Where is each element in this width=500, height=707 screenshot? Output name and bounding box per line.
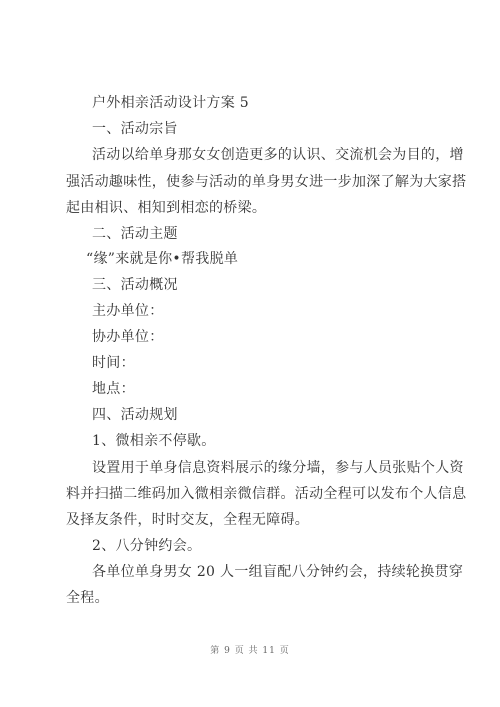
paragraph-line: 设置用于单身信息资料展示的缘分墙，参与人员张贴个人资 xyxy=(92,460,464,476)
paragraph-line: 各单位单身男女 20 人一组盲配八分钟约会，持续轮换贯穿 xyxy=(92,564,464,580)
time-label: 时间： xyxy=(92,355,135,371)
page-number-footer: 第 9 页 共 11 页 xyxy=(210,646,290,656)
subheading-1: 1、微相亲不停歇。 xyxy=(92,433,216,449)
paragraph-line: 起由相识、相知到相恋的桥梁。 xyxy=(66,200,267,216)
subheading-2: 2、八分钟约会。 xyxy=(92,538,202,554)
location-label: 地点： xyxy=(92,381,135,397)
paragraph-line: 及择友条件，时时交友，全程无障碍。 xyxy=(66,512,310,528)
paragraph-line: 活动以给单身那女女创造更多的认识、交流机会为目的，增 xyxy=(92,147,464,163)
paragraph-line: 全程。 xyxy=(66,590,109,606)
paragraph-line: 料并扫描二维码加入微相亲微信群。活动全程可以发布个人信息 xyxy=(66,486,467,502)
heading-2: 二、活动主题 xyxy=(92,226,178,242)
paragraph-line: 强活动趣味性，使参与活动的单身男女进一步加深了解为大家搭 xyxy=(66,174,467,190)
co-organizer-label: 协办单位： xyxy=(92,329,164,345)
organizer-label: 主办单位： xyxy=(92,303,164,319)
document-title: 户外相亲活动设计方案 5 xyxy=(92,95,249,111)
theme-line: “缘”来就是你•帮我脱单 xyxy=(86,251,239,267)
heading-3: 三、活动概况 xyxy=(92,277,178,293)
heading-1: 一、活动宗旨 xyxy=(92,121,178,137)
heading-4: 四、活动规划 xyxy=(92,407,178,423)
